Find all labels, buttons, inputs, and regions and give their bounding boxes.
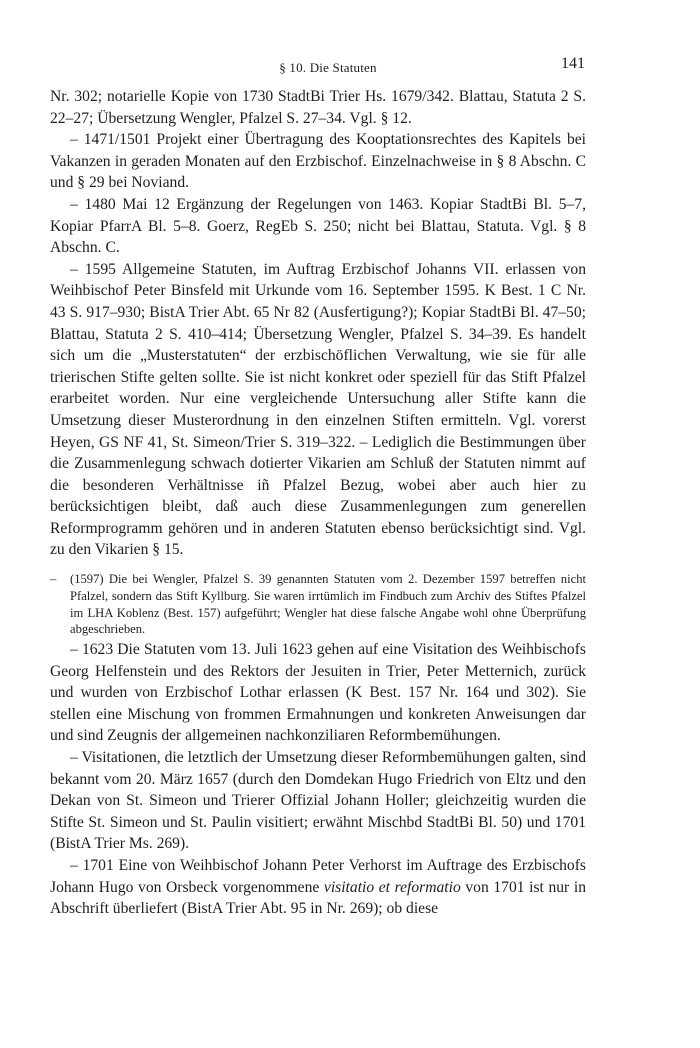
footnote-dash: – — [50, 572, 57, 586]
footnote-text: (1597) Die bei Wengler, Pfalzel S. 39 genannten Statuten vom 2. Dezember 1597 betreffen nicht Pfalzel, sondern das Stift Kyllburg. Sie waren irrtümlich im Findbuch zum Archiv des Stiftes Pfalzel im LHA Koblenz (Best. 157) aufgeführt; Wengler hat diese falsche Angabe wohl ohne Überprüfung abgeschrieben. — [70, 572, 586, 637]
page-number: 141 — [561, 55, 585, 72]
text-run: von 1701 ist nur in Abschrift überliefert (BistA Trier Abt. 95 in Nr. 269); ob diese — [50, 878, 586, 918]
paragraph: Nr. 302; notarielle Kopie von 1730 StadtBi Trier Hs. 1679/342. Blattau, Statuta 2 S. 22–27; Übersetzung Wengler, Pfalzel S. 27–34. Vgl. § 12. — [50, 88, 586, 127]
text-run: – 1701 Eine von Weihbischof Johann Peter Verhorst im Auftrage des Erzbischofs Johann Hugo von Orsbeck vorgenommene — [50, 856, 586, 896]
italic-phrase: visitatio et reformatio — [323, 878, 461, 896]
footnote-entry — [50, 571, 586, 638]
main-text-block-2 — [50, 639, 586, 920]
paragraph: – 1471/1501 Projekt einer Übertragung des Kooptationsrechtes des Kapitels bei Vakanzen in geraden Monaten auf den Erzbischof. Einzelnachweise in § 8 Abschn. C und § 29 bei Noviand. — [50, 131, 586, 192]
paragraph: – 1480 Mai 12 Ergänzung der Regelungen von 1463. Kopiar StadtBi Bl. 5–7, Kopiar PfarrA Bl. 5–8. Goerz, RegEb S. 250; nicht bei Blattau, Statuta. Vgl. § 8 Abschn. C. — [50, 195, 586, 257]
paragraph: – 1623 Die Statuten vom 13. Juli 1623 gehen auf eine Visitation des Weihbischofs Georg Helfenstein und des Rektors der Jesuiten in Trier, Peter Metternich, zurück und wurden von Erzbischof Lothar erlassen (K Best. 157 Nr. 164 und 302). Sie stellen eine Mischung von frommen Ermahnungen und konkreten Anweisungen dar und sind Zeugnis der allgemeinen nachkonziliaren Reformbemühungen. — [50, 641, 586, 745]
footnote-block — [50, 571, 586, 638]
paragraph: – 1595 Allgemeine Statuten, im Auftrag Erzbischof Johanns VII. erlassen von Weihbischof Peter Binsfeld mit Urkunde vom 16. September 1595. K Best. 1 C Nr. 43 S. 917–930; BistA Trier Abt. 65 Nr 82 (Ausfertigung?); Kopiar StadtBi Bl. 47–50; Blattau, Statuta 2 S. 410–414; Übersetzung Wengler, Pfalzel S. 34–39. Es handelt sich um die „Musterstatuten“ der erzbischöflichen Verwaltung, wie sie für alle trierischen Stifte gelten sollte. Sie ist nicht konkret oder speziell für das Stift Pfalzel erarbeitet worden. Nur eine vergleichende Untersuchung aller Stifte kann die Umsetzung dieser Musterordnung in den einzelnen Stiften ermitteln. Vgl. vorerst Heyen, GS NF 41, St. Simeon/Trier S. 319–322. – Lediglich die Bestimmungen über die Zusammenlegung schwach dotierter Vikarien am Schluß der Statuten nimmt auf die besonderen Verhältnisse iñ Pfalzel Bezug, wobei aber auch hier zu berücksichtigen bleibt, daß auch diese Zusammenlegungen zum generellen Reformprogramm gehören und in anderen Statuten ebenso berücksichtigt sind. Vgl. zu den Vikarien § 15. — [50, 260, 586, 559]
paragraph-last — [50, 855, 586, 920]
running-head: § 10. Die Statuten — [279, 60, 377, 75]
paragraph: – Visitationen, die letztlich der Umsetzung dieser Reformbemühungen galten, sind bekannt vom 20. März 1657 (durch den Domdekan Hugo Friedrich von Eltz und den Dekan von St. Simeon und Trierer Offizial Johann Holler; gleichzeitig wurden die Stifte St. Simeon und St. Paulin visitiert; erwähnt Mischbd StadtBi Bl. 50) und 1701 (BistA Trier Ms. 269). — [50, 748, 586, 853]
main-text-block — [50, 86, 586, 561]
